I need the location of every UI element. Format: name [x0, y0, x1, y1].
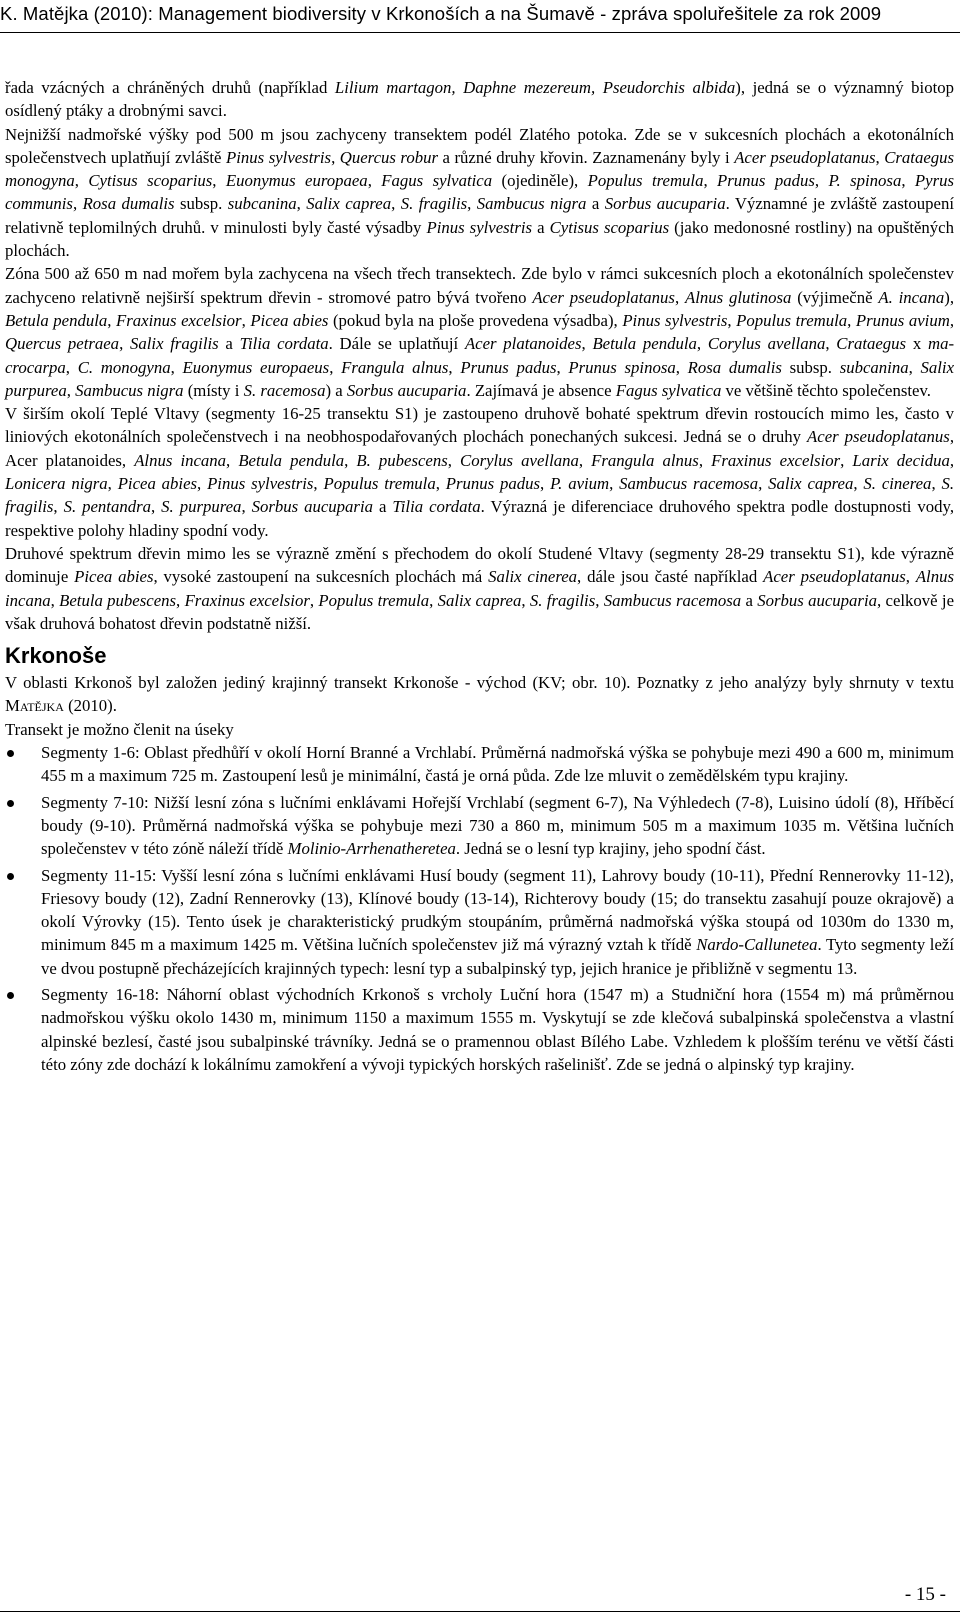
species-name: Tilia cordata — [239, 334, 329, 354]
footer-rule — [0, 1611, 960, 1612]
species-name: Sambucus racemosa — [619, 474, 759, 494]
species-name: Sorbus aucuparia — [604, 194, 726, 214]
species-name: Acer pseudoplatanus — [807, 427, 950, 447]
list-item — [5, 983, 954, 1076]
species-name: Salix purpurea — [5, 357, 955, 400]
species-name: Pinus sylvestris — [622, 310, 728, 330]
author-citation: Matějka — [5, 696, 64, 716]
list-item-text: Segmenty 7-10: Nižší lesní zóna s lučními enklávami Hořejší Vrchlabí (segment 6-7), Na Výhledech (7-8), Luisino údolí (8), Hříběcí boudy (9-10). Průměrná nadmořská výška se pohybuje mezi 730 a 860 m, minimum 505 m a maximum 1035 m. Většina lučních společenstev v této zóně náleží třídě Molinio-Arrhenatheretea. Jedná se o lesní typ krajiny, jeho spodní část. — [41, 792, 954, 859]
species-name: Quercus robur — [339, 147, 438, 167]
list-item-text: Segmenty 11-15: Vyšší lesní zóna s lučními enklávami Husí boudy (segment 11), Lahrovy boudy (10-11), Přední Rennerovky 11-12), Friesovy boudy (12), Zadní Rennerovky (13), Klínové boudy (13-14), Richterovy boudy (15; do transektu zasahují pouze okrajově) a okolí Výrovky (15). Tento úsek je charakteristický prudkým stoupáním, průměrná nadmořská výška stoupá od 1030m do 1330 m, minimum 845 m a maximum 1425 m. Většina lučních společenstev již má výrazný vztah k třídě Nardo-Callunetea. Tyto segmenty leží ve dvou postupně přecházejících krajinných typech: lesní typ a subalpinský typ, jejich hranice je přibližně v segmentu 13. — [41, 865, 954, 978]
paragraph: Nejnižší nadmořské výšky pod 500 m jsou zachyceny transektem podél Zlatého potoka. Zde se v sukcesních plochách a ekotonálních společenstvech uplatňují zvláště Pinus sylvestris, Quercus robur a různé druhy křovin. Zaznamenány byly i Acer pseudoplatanus, Crataegus monogyna, Cytisus scoparius, Euonymus europaea, Fagus sylvatica (ojediněle), Populus tremula, Prunus padus, P. spinosa, Pyrus communis, Rosa dumalis subsp. subcanina, Salix caprea, S. fragilis, Sambucus nigra a Sorbus aucuparia. Významné je zvláště zastoupení relativně teplomilných druhů. v minulosti byly časté výsadby Pinus sylvestris a Cytisus scoparius (jako medonosné rostliny) na opuštěných plochách. — [5, 124, 955, 261]
species-name: Fraxinus excelsior — [184, 590, 310, 610]
species-name: Betula pendula — [238, 450, 345, 470]
species-name: Lonicera nigra — [5, 474, 108, 494]
species-name: Salix cinerea — [488, 567, 578, 587]
species-name: Molinio-Arrhenatheretea — [287, 839, 456, 859]
species-name: Prunus padus — [460, 357, 557, 377]
species-name: Salix caprea — [437, 590, 522, 610]
species-name: Cytisus scoparius — [549, 217, 670, 237]
intro-text: V oblasti Krkonoš byl založen jediný krajinný transekt Krkonoše - východ (KV; obr. 10). Poznatky z jeho analýzy byly shrnuty v textu — [5, 673, 954, 693]
bullet-icon — [7, 873, 14, 880]
species-name: Euonymus europaeus — [182, 357, 330, 377]
species-name: Crataegus monogyna — [5, 147, 955, 191]
species-name: Sorbus aucuparia — [757, 590, 877, 610]
species-name: Corylus avellana — [707, 334, 826, 354]
species-name: Acer pseudoplatanus — [763, 567, 906, 587]
species-name: A. incana — [878, 287, 945, 307]
bullet-icon — [7, 992, 14, 999]
species-name: Populus tremula — [323, 474, 436, 494]
species-name: Sambucus nigra — [75, 380, 184, 400]
list-item — [5, 864, 954, 980]
species-name: Pinus sylvestris — [226, 147, 332, 167]
section-heading: Krkonoše — [5, 643, 107, 669]
header-rule — [0, 32, 960, 33]
species-name: Nardo-Callunetea — [696, 935, 818, 955]
species-name: P. avium — [550, 474, 610, 494]
bullet-icon — [7, 750, 14, 757]
species-name: Rosa dumalis — [82, 194, 175, 214]
paragraph: V širším okolí Teplé Vltavy (segmenty 16-25 transektu S1) je zastoupeno druhově bohaté spektrum dřevin rostoucích mimo les, často v liniových ekotonálních společenstvech i na neobhospodařovaných plochách ponechaných sukcesi. Jedná se o druhy Acer pseudoplatanus, Acer platanoides, Alnus incana, Betula pendula, B. pubescens, Corylus avellana, Frangula alnus, Fraxinus excelsior, Larix decidua, Lonicera nigra, Picea abies, Pinus sylvestris, Populus tremula, Prunus padus, P. avium, Sambucus racemosa, Salix caprea, S. cinerea, S. fragilis, S. pentandra, S. purpurea, Sorbus aucuparia a Tilia cordata. Výrazná je diferenciace druhového spektra podle dostupnosti vody, respektive polohy hladiny spodní vody. — [5, 404, 955, 540]
species-name: Picea abies — [250, 310, 329, 330]
species-name: Populus tremula — [736, 310, 848, 330]
species-name: Salix caprea — [768, 474, 854, 494]
species-name: Fraxinus excelsior — [711, 450, 841, 470]
species-name: Populus tremula — [318, 590, 430, 610]
intro-text-end: (2010). — [63, 696, 117, 716]
species-name: Cytisus scoparius — [88, 171, 213, 191]
species-name: Corylus avellana — [460, 450, 579, 470]
species-name: Larix decidua — [852, 450, 950, 470]
list-item-text: Segmenty 16-18: Náhorní oblast východních Krkonoš s vrcholy Luční hora (1547 m) a Studniční hora (1554 m) má průměrnou nadmořskou výšku okolo 1430 m, minimum 1150 a maximum 1555 m. Vyskytují se zde klečová subalpinská společenstva a vlastní alpinské bezlesí, časté jsou subalpinské trávníky. Jedná se o pramennou oblast Bílého Labe. Vzhledem k plošším terénu ve větší části této zóny zde dochází k lokálnímu zamokření a vývoji typických horských rašelinišť. Zde se jedná o alpinský typ krajiny. — [41, 984, 954, 1074]
species-name: P. spinosa — [828, 171, 902, 191]
species-name: Betula pubescens — [59, 590, 177, 610]
species-name: Sorbus aucuparia — [251, 497, 373, 517]
section-intro-paragraph — [5, 671, 954, 718]
species-name: S. purpurea — [161, 497, 242, 517]
species-name: Pinus sylvestris — [426, 217, 533, 237]
species-name: S. racemosa — [243, 380, 326, 400]
species-name: S. fragilis — [400, 194, 468, 214]
species-name: Tilia cordata — [392, 497, 481, 517]
species-name: Prunus avium — [855, 310, 950, 330]
species-name: B. pubescens — [356, 450, 448, 470]
body-text — [5, 76, 954, 1079]
page-number: - 15 - — [904, 1584, 946, 1605]
species-name: Fagus sylvatica — [615, 380, 722, 400]
species-name: Sambucus nigra — [476, 194, 587, 214]
species-name: Alnus incana — [134, 450, 227, 470]
list-item — [5, 791, 954, 861]
species-name: Picea abies — [117, 474, 198, 494]
bullet-icon — [7, 800, 14, 807]
list-lead: Transekt je možno členit na úseky — [5, 719, 234, 739]
species-name: S. cinerea — [863, 474, 932, 494]
species-name: Alnus incana — [5, 567, 954, 610]
species-name: Salix fragilis — [130, 334, 219, 354]
segment-list — [5, 741, 954, 1076]
species-name: S. fragilis — [529, 590, 596, 610]
species-name: Prunus padus — [445, 474, 541, 494]
paragraph: Zóna 500 až 650 m nad mořem byla zachycena na všech třech transektech. Zde bylo v rámci sukcesních ploch a ekotonálních společenstev zachyceno relativně nejširší spektrum dřevin - stromové patro bývá tvořeno Acer pseudoplatanus, Alnus glutinosa (výjimečně A. incana), Betula pendula, Fraxinus excelsior, Picea abies (pokud byla na ploše provedena výsadba), Pinus sylvestris, Populus tremula, Prunus avium, Quercus petraea, Salix fragilis a Tilia cordata. Dále se uplatňují Acer platanoides, Betula pendula, Corylus avellana, Crataegus x macrocarpa, C. monogyna, Euonymus europaeus, Frangula alnus, Prunus padus, Prunus spinosa, Rosa dumalis subsp. subcanina, Salix purpurea, Sambucus nigra (místy i S. racemosa) a Sorbus aucuparia. Zajímavá je absence Fagus sylvatica ve většině těchto společenstev. — [5, 264, 955, 400]
species-name: Pinus sylvestris — [207, 474, 314, 494]
species-name: Quercus petraea — [5, 334, 120, 354]
species-name: Acer pseudoplatanus — [734, 147, 876, 167]
species-name: Frangula alnus — [591, 450, 699, 470]
species-name: Fraxinus excelsior — [116, 310, 242, 330]
paragraph: Druhové spektrum dřevin mimo les se výrazně změní s přechodem do okolí Studené Vltavy (segmenty 28-29 transektu S1), kde výrazně dominuje Picea abies, vysoké zastoupení na sukcesních plochách má Salix cinerea, dále jsou časté například Acer pseudoplatanus, Alnus incana, Betula pubescens, Fraxinus excelsior, Populus tremula, Salix caprea, S. fragilis, Sambucus racemosa a Sorbus aucuparia, celkově je však druhová bohatost dřevin podstatně nižší. — [5, 543, 955, 633]
species-name: S. fragilis — [5, 474, 955, 517]
species-name: Fagus sylvatica — [381, 171, 493, 191]
species-name: Betula pendula — [592, 334, 697, 354]
species-name: C. monogyna — [77, 357, 171, 377]
species-name: Euonymus europaea — [225, 171, 368, 191]
species-name: subcanina — [227, 194, 297, 214]
list-item-text: Segmenty 1-6: Oblast předhůří v okolí Horní Branné a Vrchlabí. Průměrná nadmořská výška se pohybuje mezi 490 a 600 m, minimum 455 m a maximum 725 m. Zastoupení lesů je minimální, častá je orná půda. Zde lze mluvit o zemědělském typu krajiny. — [41, 743, 954, 786]
species-name: Populus tremula — [587, 171, 704, 191]
species-name: Acer pseudoplatanus — [532, 287, 675, 307]
paragraph: řada vzácných a chráněných druhů (například Lilium martagon, Daphne mezereum, Pseudorchis albida), jedná se o významný biotop osídlený ptáky a drobnými savci. — [5, 78, 954, 121]
species-name: Prunus padus — [717, 171, 815, 191]
species-name: Pyrus communis — [5, 171, 954, 214]
species-name: Prunus spinosa — [568, 357, 676, 377]
species-name: Picea abies — [74, 567, 154, 587]
list-item — [5, 741, 954, 788]
species-name: Betula pendula — [5, 310, 108, 330]
species-name: Sambucus racemosa — [603, 590, 742, 610]
species-name: macrocarpa — [5, 334, 955, 377]
species-name: S. pentandra — [63, 497, 151, 517]
species-name: Lilium martagon, Daphne mezereum, Pseudorchis albida — [334, 78, 736, 97]
species-name: Frangula alnus — [341, 357, 449, 377]
species-name: Sorbus aucuparia — [346, 380, 467, 400]
species-name: Rosa dumalis — [687, 357, 782, 377]
species-name: Acer platanoides — [464, 334, 582, 354]
species-name: subcanina — [839, 357, 909, 377]
species-name: Alnus glutinosa — [684, 287, 792, 307]
running-header-title: K. Matějka (2010): Management biodiversity v Krkonoších a na Šumavě - zpráva spoluřešitele za rok 2009 — [0, 3, 882, 24]
species-name: Salix caprea — [306, 194, 392, 214]
species-name: Crataegus — [836, 334, 907, 354]
